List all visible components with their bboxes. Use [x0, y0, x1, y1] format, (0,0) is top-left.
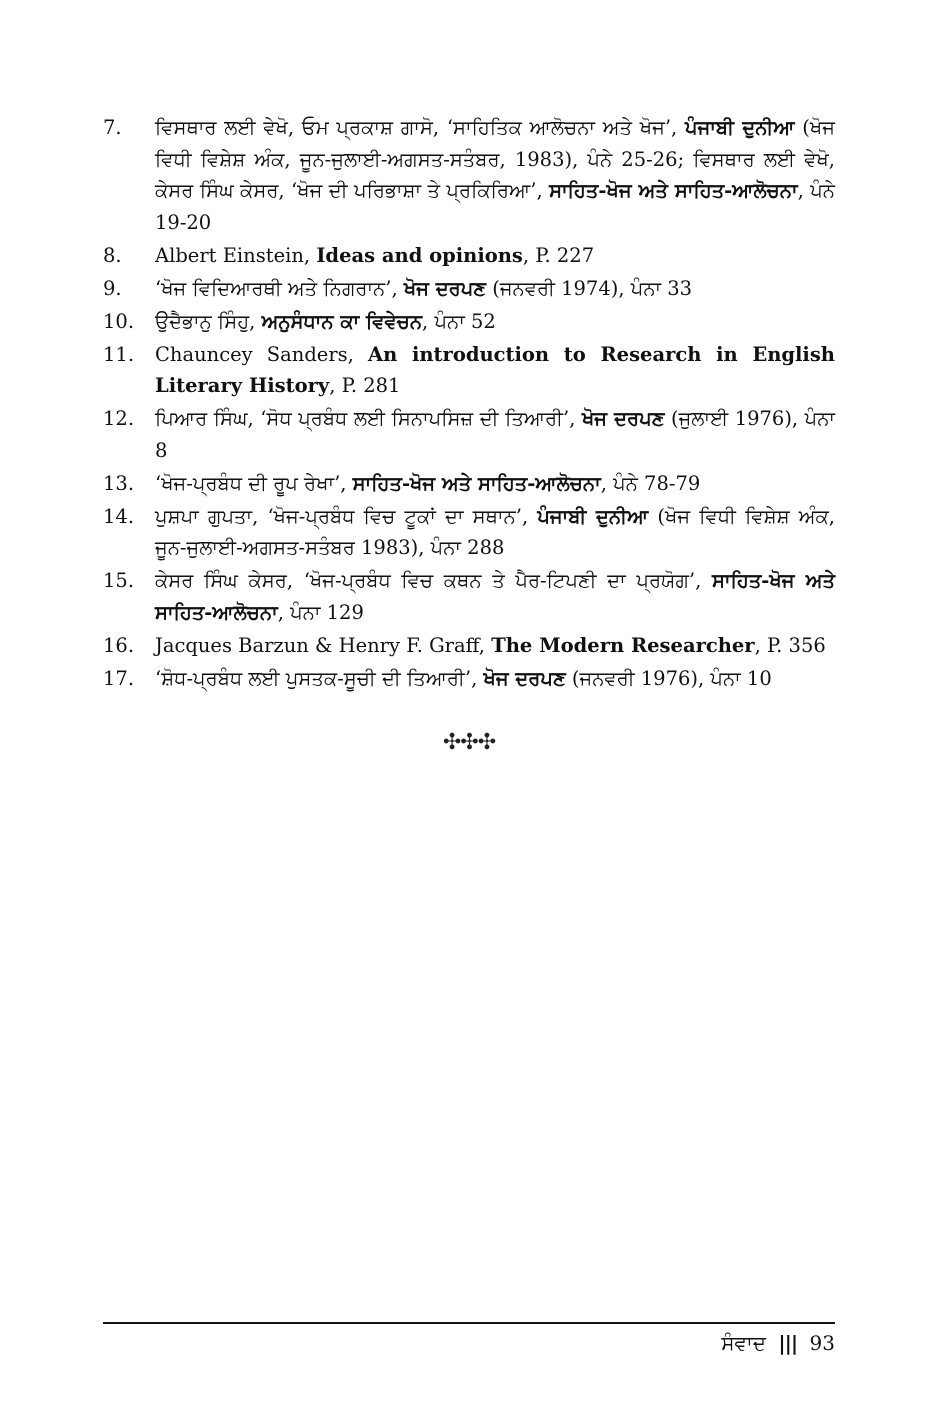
citation-text: ‘ਸ਼ੋਧ-ਪ੍ਰਬੰਧ ਲਈ ਪੁਸਤਕ-ਸੂਚੀ ਦੀ ਤਿਆਰੀ’, — [155, 666, 484, 690]
citation-text: ‘ਖੋਜ ਵਿਦਿਆਰਥੀ ਅਤੇ ਨਿਗਰਾਨ’, — [155, 276, 404, 300]
endnote-number: 14. — [103, 504, 135, 528]
citation-text: ਵਿਸਥਾਰ ਲਈ ਵੇਖੋ, ਓਮ ਪ੍ਰਕਾਸ਼ ਗਾਸੋ, ‘ਸਾਹਿਤਿਕ ਆਲੋਚਨਾ ਅਤੇ ਖੋਜ’, — [155, 116, 686, 139]
citation-text: ‘ਖੋਜ-ਪ੍ਰਬੰਧ ਦੀ ਰੂਪ ਰੇਖਾ’, — [155, 471, 353, 495]
footer-separator: ||| — [778, 1331, 798, 1355]
citation-text: , P. 281 — [329, 374, 401, 397]
endnote-text — [155, 630, 835, 662]
endnote-item — [103, 306, 835, 338]
citation-text: Albert Einstein, — [155, 243, 317, 267]
endnote-number: 8. — [103, 243, 122, 267]
journal-title: ਸੰਵਾਦ — [721, 1331, 766, 1355]
source-title: The Modern Researcher — [491, 633, 755, 657]
source-title: ਖੋਜ ਦਰਪਣ — [581, 407, 665, 430]
citation-text: (ਜਨਵਰੀ 1974), ਪੰਨਾ 33 — [486, 276, 693, 300]
endnote-text — [155, 565, 835, 628]
endnote-text — [155, 468, 835, 500]
citation-text: Jacques Barzun & Henry F. Graff, — [155, 633, 492, 657]
endnote-item — [103, 565, 835, 628]
citation-text: (ਖੋਜ ਵਿਧੀ ਵਿਸ਼ੇਸ਼ ਅੰਕ, ਜੂਨ-ਜੁਲਾਈ-ਅਗਸਤ-ਸਤੰਬਰ, 1983), ਪੰਨੇ 25-26; ਵਿਸਥਾਰ ਲਈ ਵੇਖੋ, ਕੇਸਰ ਸਿੰਘ ਕੇਸਰ, ‘ਖੋਜ ਦੀ ਪਰਿਭਾਸ਼ਾ ਤੇ ਪ੍ਰਕਿਰਿਆ’, — [155, 116, 835, 202]
section-ornament: ✣✣✣ — [442, 730, 496, 755]
endnote-number: 16. — [103, 633, 135, 657]
citation-text: , ਪੰਨਾ 52 — [422, 309, 496, 333]
endnote-item — [103, 501, 835, 564]
source-title: ਸਾਹਿਤ-ਖੋਜ ਅਤੇ ਸਾਹਿਤ-ਆਲੋਚਨਾ — [155, 569, 835, 624]
source-title: ਖੋਜ ਦਰਪਣ — [483, 666, 566, 690]
source-title: ਖੋਜ ਦਰਪਣ — [403, 276, 487, 300]
citation-text: ਪੁਸ਼ਪਾ ਗੁਪਤਾ, ‘ਖੋਜ-ਪ੍ਰਬੰਧ ਵਿਚ ਟੂਕਾਂ ਦਾ ਸਥਾਨ’, — [155, 504, 538, 528]
endnote-item — [103, 112, 835, 238]
source-title: An introduction to Research in English Literary History — [155, 342, 835, 397]
endnote-text — [155, 501, 835, 564]
citation-text: Chauncey Sanders, — [155, 342, 368, 366]
endnote-text — [155, 403, 835, 466]
endnote-item — [103, 630, 835, 662]
endnote-text — [155, 273, 835, 305]
citation-text: ਉਦੈਭਾਨੁ ਸਿੰਹੁ, — [155, 309, 262, 333]
source-title: ਪੰਜਾਬੀ ਦੁਨੀਆ — [685, 116, 795, 139]
endnote-number: 7. — [103, 116, 122, 139]
endnote-text — [155, 306, 835, 338]
citation-text: ਕੇਸਰ ਸਿੰਘ ਕੇਸਰ, ‘ਖੋਜ-ਪ੍ਰਬੰਧ ਵਿਚ ਕਥਨ ਤੇ ਪੈਰ-ਟਿਪਣੀ ਦਾ ਪ੍ਰਯੋਗ’, — [155, 569, 712, 592]
citation-text: (ਜਨਵਰੀ 1976), ਪੰਨਾ 10 — [565, 666, 772, 690]
citation-text: , ਪੰਨੇ 19-20 — [155, 179, 835, 234]
source-title: Ideas and opinions — [316, 243, 523, 267]
endnote-number: 13. — [103, 471, 135, 495]
citation-text: ਪਿਆਰ ਸਿੰਘ, ‘ਸੋਧ ਪ੍ਰਬੰਧ ਲਈ ਸਿਨਾਪਸਿਜ਼ ਦੀ ਤਿਆਰੀ’, — [155, 407, 582, 430]
page-footer — [721, 1328, 835, 1358]
endnote-number: 15. — [103, 569, 135, 592]
citation-text: , ਪੰਨਾ 129 — [277, 600, 364, 624]
citation-text: , P. 227 — [522, 243, 595, 267]
citation-text: (ਖੋਜ ਵਿਧੀ ਵਿਸ਼ੇਸ਼ ਅੰਕ, ਜੂਨ-ਜੁਲਾਈ-ਅਗਸਤ-ਸਤੰਬਰ 1983), ਪੰਨਾ 288 — [155, 504, 836, 559]
endnote-item — [103, 273, 835, 305]
endnote-text — [155, 112, 835, 238]
footer-rule — [103, 1322, 835, 1324]
source-title: ਸਾਹਿਤ-ਖੋਜ ਅਤੇ ਸਾਹਿਤ-ਆਲੋਚਨਾ — [549, 179, 798, 202]
citation-text: (ਜੁਲਾਈ 1976), ਪੰਨਾ 8 — [155, 407, 835, 462]
endnote-item — [103, 339, 835, 402]
endnote-number: 9. — [103, 276, 122, 300]
citation-text: , ਪੰਨੇ 78-79 — [600, 471, 701, 495]
endnote-item — [103, 240, 835, 272]
endnote-text — [155, 339, 835, 402]
endnotes-list — [103, 112, 835, 696]
endnote-number: 10. — [103, 309, 135, 333]
endnote-number: 11. — [103, 342, 135, 366]
endnote-number: 17. — [103, 666, 135, 690]
endnote-text — [155, 240, 835, 272]
source-title: ਪੰਜਾਬੀ ਦੁਨੀਆ — [537, 504, 649, 528]
endnote-number: 12. — [103, 407, 135, 430]
endnote-text — [155, 663, 835, 695]
source-title: ਸਾਹਿਤ-ਖੋਜ ਅਤੇ ਸਾਹਿਤ-ਆਲੋਚਨਾ — [352, 471, 601, 495]
endnote-item — [103, 403, 835, 466]
endnote-item — [103, 468, 835, 500]
source-title: ਅਨੁਸੰਧਾਨ ਕਾ ਵਿਵੇਚਨ — [261, 309, 423, 333]
endnote-item — [103, 663, 835, 695]
page-number: 93 — [809, 1331, 835, 1355]
citation-text: , P. 356 — [754, 633, 826, 657]
